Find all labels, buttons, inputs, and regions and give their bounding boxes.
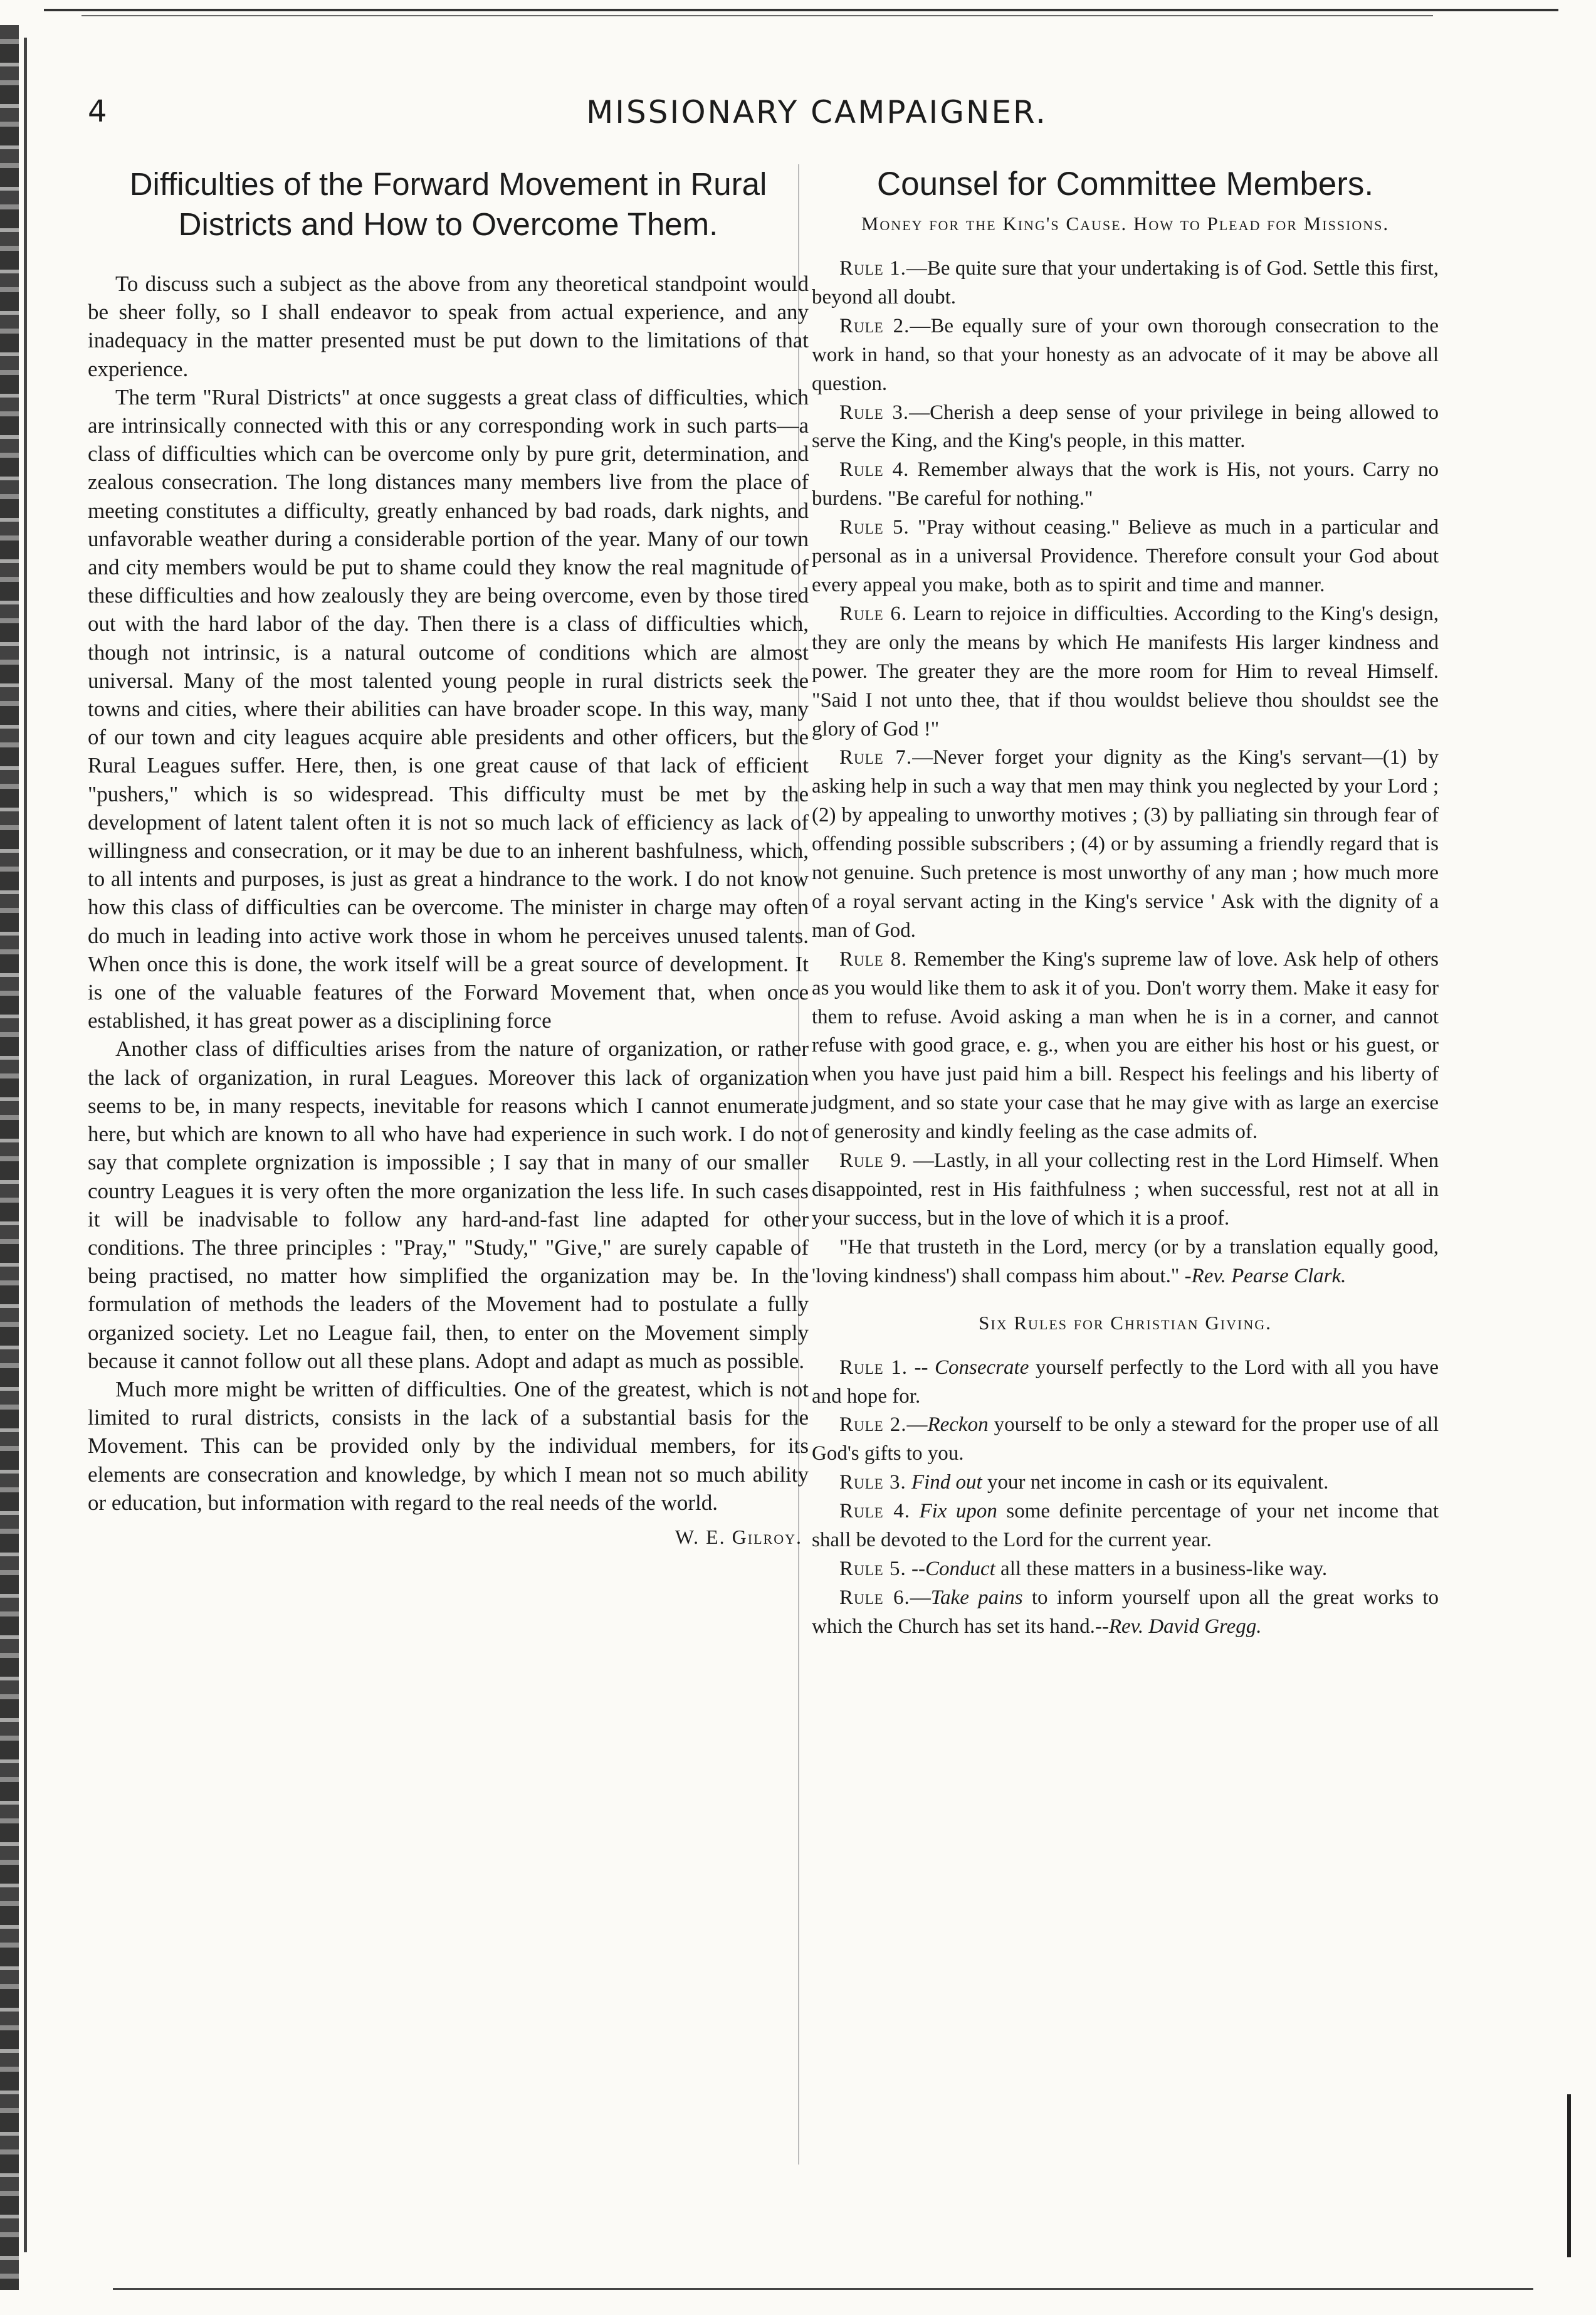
rule-separator: — [906,1413,928,1437]
closing-attribution: -Rev. Pearse Clark. [1184,1264,1347,1287]
rule-label: Rule 1. [839,257,906,280]
top-border-rule-secondary [81,15,1433,16]
rule-text: all these matters in a business-like way. [995,1557,1328,1580]
rule-paragraph [812,1147,1439,1233]
page-header [88,94,1546,138]
left-column-article [88,164,809,1552]
rule-separator [906,1471,911,1494]
rule-verb: Find out [911,1471,982,1494]
closing-quote [812,1233,1439,1291]
rule-label: Rule 5. [839,516,910,539]
section-title: Six Rules for Christian Giving. [979,1311,1272,1334]
rule-verb: Conduct [925,1557,995,1580]
rule-text: some definite percentage of your net income that shall be devoted to the Lord for the current year. [812,1500,1439,1552]
rule-label: Rule 5. [839,1557,906,1580]
rule-verb: Reckon [927,1413,989,1437]
giving-rule-paragraph [812,1497,1439,1555]
rule-verb: Fix upon [919,1500,997,1523]
rule-text: —Cherish a deep sense of your privilege in being allowed to serve the King, and the King's people, in this matter. [812,401,1439,453]
article-title: Difficulties of the Forward Movement in Rural Districts and How to Overcome Them. [129,166,767,242]
rule-separator [910,1500,919,1522]
rule-separator: -- [906,1557,925,1580]
giving-rule-paragraph [812,1411,1439,1469]
article-paragraph: To discuss such a subject as the above from any theoretical standpoint would be sheer folly, so I shall endeavor to speak from actual experience, and any inadequacy in the matter presented must be put down to the limitations of that experience. [88,272,809,381]
article-paragraph: Another class of difficulties arises from the nature of organization, or rather the lack of organization, in rural Leagues. Moreover this lack of organization seems to be, in many respects, inevitable for reasons which I cannot enumerate here, but which are known to all who have had experience in such work. I do not say that complete orgnization is impossible ; I say that in many of our smaller country Leagues it is very often the more organization the less life. In such cases it will be inadvisable to follow any hard-and-fast line adapted for other conditions. The three principles : "Pray," "Study," "Give," are surely capable of being practised, no matter how simplified the organization may be. In the formulation of methods the leaders of the Movement had to postulate a fully organized society. Let no League fail, then, to enter on the Movement simply because it cannot follow out all these plans. Adopt and adapt as much as possible. [88,1036,809,1373]
rule-paragraph [812,514,1439,600]
rule-label: Rule 6. [839,1586,910,1609]
rule-paragraph [812,600,1439,744]
rule-text: —Never forget your dignity as the King's servant—(1) by asking help in such a way that men may think you neglected by your Lord ; (2) by appealing to unworthy motives ; (3) by palliating sin through fear of offending possible subscribers ; (4) or by assuming a friendly regard that is not genuine. Such pretence is most unworthy of any man ; how much more of a royal servant acting in the King's service ' Ask with the dignity of a man of God. [812,746,1439,942]
rule-label: Rule 4. [839,458,910,482]
rule-label: Rule 7. [839,746,913,769]
rule-paragraph [812,946,1439,1147]
rule-label: Rule 8. [839,947,908,971]
rule-text: Remember always that the work is His, not yours. Carry no burdens. "Be careful for nothing." [812,458,1439,510]
rule-paragraph [812,744,1439,945]
rule-label: Rule 6. [839,602,908,625]
rule-text: —Lastly, in all your collecting rest in the Lord Himself. When disappointed, rest in His faithfulness ; when successful, rest not at all in your success, but in the love of which it is a proof. [812,1149,1439,1230]
rule-paragraph [812,255,1439,312]
right-column-article [812,164,1439,1642]
article-subtitle: Money for the King's Cause. How to Plead for Missions. [861,213,1390,235]
page-number: 4 [88,94,107,129]
bottom-border-rule [113,2288,1533,2290]
right-edge-mark [1567,2094,1571,2257]
article-paragraph: The term "Rural Districts" at once suggests a great class of difficulties, which are intrinsically connected with this or any corresponding work in such parts—a class of difficulties which can be overcome only by pure grit, determination, and zealous consecration. The long distances many members live from the place of meeting constitutes a difficulty, greatly enhanced by bad roads, dark nights, and unfavorable weather during a considerable portion of the year. Many of our town and city members would be put to shame could they know the real magnitude of these difficulties and how zealously they are being overcome, even by those tired out with the hard labor of the day. Then there is a class of difficulties which, though not intrinsic, is a natural outcome of conditions which are almost universal. Many of the most talented young people in rural districts seek the towns and cities, where their abilities can have broader scope. In this way, many of our town and city leagues acquire able presidents and other officers, but the Rural Leagues suffer. Here, then, is one great cause of that lack of efficient "pushers," which is so widespread. This difficulty must be met by the development of latent talent often it is not so much lack of efficiency as lack of willingness and consecration, or it may be due to an inherent bashfulness, which, to all intents and purposes, is just as great a hindrance to the work. I do not know how this class of difficulties can be overcome. The minister in charge may often do much in leading into active work those in whom he perceives unused talents. When once this is done, the work itself will be a great source of development. It is one of the valuable features of the Forward Movement that, when once established, it has great power as a disciplining force [88,384,809,1033]
rule-text: Remember the King's supreme law of love. Ask help of others as you would like them to ask it of you. Don't worry them. Make it easy for them to refuse. Avoid asking a man when he is in a corner, and cannot refuse with good grace, e. g., when you are either his host or his guest, or when you have just paid him a bill. Respect his feelings and his liberty of judgment, and so state your case that he may give with as large an exercise of generosity and kindly feeling as the case admits of. [812,947,1439,1144]
article-paragraph: Much more might be written of difficulties. One of the greatest, which is not limited to rural districts, consists in the lack of a substantial basis for the Movement. This can be provided only by the individual members, for its elements are consecration and knowledge, by which I mean not so much ability or education, but information with regard to the real needs of the world. [88,1376,809,1515]
rule-label: Rule 2. [839,314,910,337]
binding-edge [0,25,19,2290]
rule-text: to inform yourself upon all the great works to which the Church has set its hand.-- [812,1586,1439,1638]
rule-text: yourself perfectly to the Lord with all you have and hope for. [812,1356,1439,1408]
rule-text: Learn to rejoice in difficulties. According to the King's design, they are only the means by which He manifests His larger kindness and power. The greater they are the more room for Him to reveal Himself. "Said I not unto thee, that if thou wouldst believe thou shouldst see the glory of God !" [812,602,1439,741]
rule-verb: Consecrate [935,1356,1029,1379]
rule-paragraph [812,399,1439,456]
closing-quote-text: "He that trusteth in the Lord, mercy (or by a translation equally good, 'loving kindness') shall compass him about." [812,1235,1439,1287]
rule-separator: — [910,1586,931,1609]
rule-text: "Pray without ceasing." Believe as much in a particular and personal as in a universal Providence. Therefore consult your God about every appeal you make, both as to spirit and time and manner. [812,516,1439,596]
top-border-rule [44,9,1558,11]
giving-rule-paragraph [812,1555,1439,1584]
rule-text: your net income in cash or its equivalent. [982,1471,1329,1494]
giving-rule-paragraph [812,1469,1439,1497]
binding-edge-line [24,38,27,2252]
giving-attribution: Rev. David Gregg. [1108,1615,1262,1638]
giving-rule-paragraph [812,1354,1439,1411]
rule-label: Rule 3. [839,401,910,424]
rule-label: Rule 2. [839,1413,907,1437]
rule-text: —Be quite sure that your undertaking is of God. Settle this first, beyond all doubt. [812,257,1439,308]
article-title: Counsel for Committee Members. [876,166,1374,203]
rule-label: Rule 4. [839,1500,910,1523]
rule-text: —Be equally sure of your own thorough consecration to the work in hand, so that your honesty as an advocate of it may be above all question. [812,314,1439,395]
article-signature: W. E. Gilroy. [675,1525,802,1548]
rule-label: Rule 1. [839,1356,908,1379]
rule-paragraph [812,456,1439,514]
rule-text: yourself to be only a steward for the proper use of all God's gifts to you. [812,1413,1439,1465]
rule-label: Rule 3. [839,1471,906,1494]
rule-verb: Take pains [930,1586,1023,1609]
rule-paragraph [812,312,1439,399]
running-title: MISSIONARY CAMPAIGNER. [586,94,1047,130]
giving-rule-paragraph [812,1584,1439,1642]
rule-label: Rule 9. [839,1149,908,1173]
rule-separator: -- [908,1356,935,1379]
